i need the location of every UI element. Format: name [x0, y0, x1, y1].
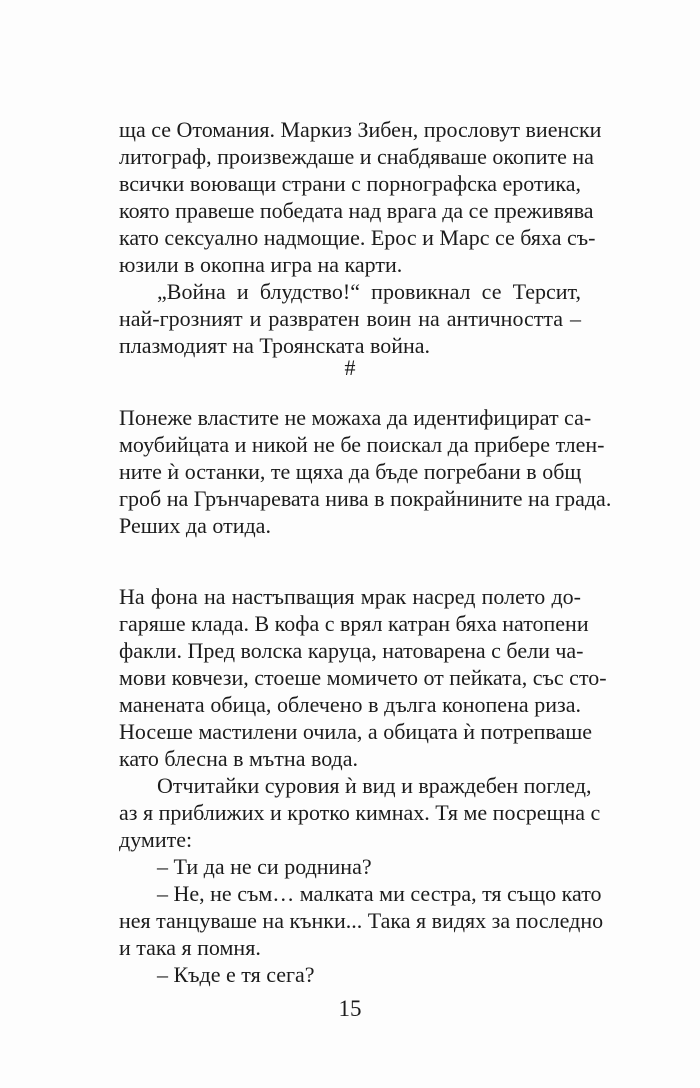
text-line: моубийцата и никой не бе поискал да прибере тлен- [119, 432, 605, 457]
dialogue-line: – Не, не съм… малката ми сестра, тя също като [157, 881, 602, 906]
dialogue-line: – Ти да не си роднина? [157, 854, 372, 879]
section-separator: # [344, 355, 356, 380]
text-line: факли. Пред волска каруца, натоварена с бели ча- [119, 638, 584, 663]
text-line: юзили в окопна игра на карти. [119, 252, 403, 277]
text-line: като блесна в мътна вода. [119, 746, 359, 771]
text-line: литограф, произвеждаше и снабдяваше окопите на [119, 144, 594, 169]
text-line: мови ковчези, стоеше момичето от пейката, със сто- [119, 665, 607, 690]
text-line: На фона на настъпващия мрак насред полето до- [119, 584, 581, 609]
text-line: думите: [119, 827, 193, 852]
text-line: манената обица, облечено в дълга конопена риза. [119, 692, 581, 717]
text-line: гроб на Грънчаревата нива в покрайнините на града. [119, 486, 612, 511]
text-line: гаряше клада. В кофа с врял катран бяха натопени [119, 611, 589, 636]
text-line: аз я приближих и кротко кимнах. Тя ме посрещна с [119, 800, 601, 825]
text-line: ните ѝ останки, те щяха да бъде погребани в общ [119, 459, 582, 484]
text-line: като сексуално надмощие. Ерос и Марс се бяха съ- [119, 225, 596, 250]
text-line: „Война и блудство!“ провикнал се Терсит, [157, 279, 581, 304]
page-number: 15 [338, 996, 362, 1021]
text-line: плазмодият на Троянската война. [119, 333, 431, 358]
dialogue-line: и така я помня. [119, 935, 261, 960]
text-line: най-грозният и развратен воин на античността – [119, 306, 581, 331]
text-line: Реших да отида. [119, 513, 271, 538]
text-line: Понеже властите не можаха да идентифицират са- [119, 405, 592, 430]
text-line: която правеше победата над врага да се преживява [119, 198, 594, 223]
dialogue-line: – Къде е тя сега? [157, 962, 315, 987]
text-line: Носеше мастилени очила, а обицата ѝ потрепваше [119, 719, 593, 744]
dialogue-line: нея танцуваше на кънки... Така я видях за последно [119, 908, 604, 933]
text-line: всички воюващи страни с порнографска еротика, [119, 171, 581, 196]
text-line: ща се Отомания. Маркиз Зибен, прословут виенски [119, 117, 602, 142]
text-line: Отчитайки суровия ѝ вид и враждебен поглед, [157, 773, 592, 798]
